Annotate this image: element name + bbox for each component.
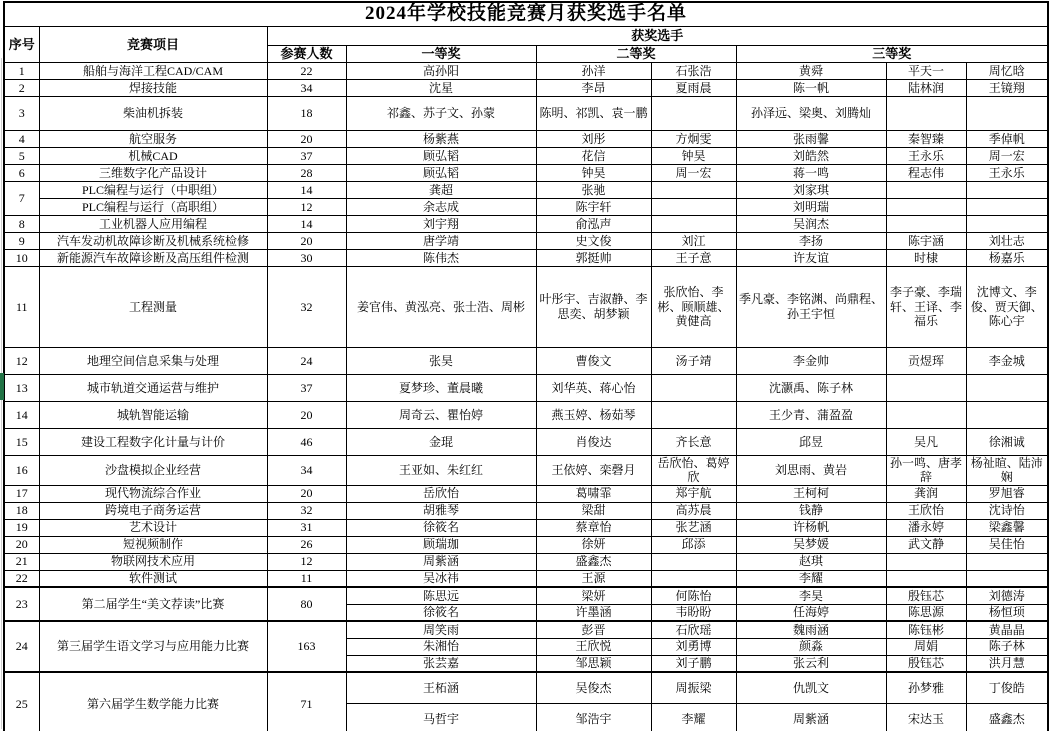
third-prize-cell-3[interactable]: 刘壮志	[966, 232, 1048, 249]
serial-cell[interactable]: 19	[4, 519, 39, 536]
participants-cell[interactable]: 20	[267, 401, 346, 428]
third-prize-cell-1[interactable]: 张云利	[736, 655, 886, 672]
first-prize-cell[interactable]: 周奇云、瞿怡婷	[346, 401, 536, 428]
first-prize-cell[interactable]: 周笑雨	[346, 621, 536, 638]
participants-cell[interactable]: 11	[267, 570, 346, 587]
serial-cell[interactable]: 17	[4, 485, 39, 502]
second-prize-cell-1[interactable]: 史文俊	[536, 232, 651, 249]
second-prize-cell-1[interactable]: 梁甜	[536, 502, 651, 519]
serial-cell[interactable]: 12	[4, 347, 39, 374]
serial-cell[interactable]: 2	[4, 79, 39, 96]
first-prize-cell[interactable]: 胡雅琴	[346, 502, 536, 519]
project-cell[interactable]: 物联网技术应用	[39, 553, 267, 570]
third-prize-cell-2[interactable]: 李子豪、李瑞轩、王译、李福乐	[886, 266, 966, 347]
third-prize-cell-1[interactable]: 魏雨涵	[736, 621, 886, 638]
third-prize-cell-2[interactable]: 殷钰芯	[886, 655, 966, 672]
third-prize-cell-1[interactable]: 刘皓然	[736, 147, 886, 164]
third-prize-cell-2[interactable]: 陈思源	[886, 604, 966, 621]
table-row	[4, 553, 1048, 570]
second-prize-cell-2[interactable]: 邱添	[651, 536, 736, 553]
third-prize-cell-3[interactable]	[966, 374, 1048, 401]
third-prize-cell-3[interactable]: 李金城	[966, 347, 1048, 374]
third-prize-cell-2[interactable]: 吴凡	[886, 428, 966, 455]
first-prize-cell[interactable]: 顾弘韬	[346, 164, 536, 181]
table-row	[4, 455, 1048, 485]
third-prize-cell-2[interactable]: 孙一鸣、唐孝辞	[886, 455, 966, 485]
third-prize-cell-3[interactable]: 沈博文、李俊、贾天御、陈心宇	[966, 266, 1048, 347]
third-prize-cell-2[interactable]: 潘永婷	[886, 519, 966, 536]
table-row	[4, 147, 1048, 164]
table-row	[4, 502, 1048, 519]
third-prize-cell-2[interactable]	[886, 215, 966, 232]
project-cell[interactable]: 跨境电子商务运营	[39, 502, 267, 519]
second-prize-cell-2[interactable]: 韦盼盼	[651, 604, 736, 621]
third-prize-cell-2[interactable]	[886, 570, 966, 587]
third-prize-cell-3[interactable]: 吴佳怡	[966, 536, 1048, 553]
third-prize-cell-3[interactable]: 刘德涛	[966, 587, 1048, 604]
serial-cell[interactable]: 15	[4, 428, 39, 455]
third-prize-cell-3[interactable]: 周一宏	[966, 147, 1048, 164]
second-prize-cell-1[interactable]: 彭晋	[536, 621, 651, 638]
third-prize-cell-1[interactable]: 颜淼	[736, 638, 886, 655]
second-prize-cell-1[interactable]: 盛鑫杰	[536, 553, 651, 570]
serial-cell[interactable]: 24	[4, 621, 39, 672]
third-prize-cell-1[interactable]: 李金帅	[736, 347, 886, 374]
third-prize-cell-1[interactable]: 周紫涵	[736, 703, 886, 731]
third-prize-cell-3[interactable]	[966, 181, 1048, 198]
serial-cell[interactable]: 8	[4, 215, 39, 232]
row-selection-indicator	[0, 373, 4, 400]
table-row	[4, 536, 1048, 553]
project-cell[interactable]: PLC编程与运行（高职组）	[39, 198, 267, 215]
first-prize-cell[interactable]: 岳欣怡	[346, 485, 536, 502]
third-prize-cell-3[interactable]	[966, 198, 1048, 215]
participants-cell[interactable]: 20	[267, 485, 346, 502]
third-prize-cell-3[interactable]: 丁俊皓	[966, 672, 1048, 703]
first-prize-cell[interactable]: 陈伟杰	[346, 249, 536, 266]
second-prize-cell-2[interactable]: 岳欣怡、葛婷欣	[651, 455, 736, 485]
header-project[interactable]: 竞赛项目	[39, 26, 267, 62]
second-prize-cell-1[interactable]: 张驰	[536, 181, 651, 198]
second-prize-cell-2[interactable]	[651, 570, 736, 587]
participants-cell[interactable]: 18	[267, 96, 346, 130]
second-prize-cell-2[interactable]	[651, 215, 736, 232]
first-prize-cell[interactable]: 顾瑞珈	[346, 536, 536, 553]
second-prize-cell-2[interactable]: 周振梁	[651, 672, 736, 703]
third-prize-cell-2[interactable]	[886, 96, 966, 130]
first-prize-cell[interactable]: 张昊	[346, 347, 536, 374]
serial-cell[interactable]: 21	[4, 553, 39, 570]
second-prize-cell-1[interactable]: 葛啸霏	[536, 485, 651, 502]
first-prize-cell[interactable]: 祁鑫、苏子文、孙蒙	[346, 96, 536, 130]
second-prize-cell-2[interactable]: 周一宏	[651, 164, 736, 181]
third-prize-cell-3[interactable]	[966, 553, 1048, 570]
third-prize-cell-2[interactable]: 宋达玉	[886, 703, 966, 731]
project-cell[interactable]: 新能源汽车故障诊断及高压组件检测	[39, 249, 267, 266]
project-cell[interactable]: 沙盘模拟企业经营	[39, 455, 267, 485]
third-prize-cell-1[interactable]: 刘明瑞	[736, 198, 886, 215]
third-prize-cell-1[interactable]: 张雨馨	[736, 130, 886, 147]
project-cell[interactable]: 汽车发动机故障诊断及机械系统检修	[39, 232, 267, 249]
serial-cell[interactable]: 11	[4, 266, 39, 347]
third-prize-cell-3[interactable]: 季倬帆	[966, 130, 1048, 147]
third-prize-cell-3[interactable]: 沈诗怡	[966, 502, 1048, 519]
first-prize-cell[interactable]: 朱湘怡	[346, 638, 536, 655]
third-prize-cell-3[interactable]: 杨祉暄、陆沛娴	[966, 455, 1048, 485]
sheet-title[interactable]: 2024年学校技能竞赛月获奖选手名单	[4, 2, 1048, 26]
second-prize-cell-2[interactable]: 夏雨晨	[651, 79, 736, 96]
table-row	[4, 672, 1048, 703]
second-prize-cell-2[interactable]: 张艺涵	[651, 519, 736, 536]
third-prize-cell-3[interactable]: 杨恒顼	[966, 604, 1048, 621]
first-prize-cell[interactable]: 陈思远	[346, 587, 536, 604]
first-prize-cell[interactable]: 沈星	[346, 79, 536, 96]
participants-cell[interactable]: 20	[267, 130, 346, 147]
participants-cell[interactable]: 31	[267, 519, 346, 536]
first-prize-cell[interactable]: 杨紫燕	[346, 130, 536, 147]
project-cell[interactable]: 艺术设计	[39, 519, 267, 536]
second-prize-cell-2[interactable]: 何陈怡	[651, 587, 736, 604]
participants-cell[interactable]: 24	[267, 347, 346, 374]
third-prize-cell-3[interactable]: 王永乐	[966, 164, 1048, 181]
third-prize-cell-3[interactable]	[966, 215, 1048, 232]
project-cell[interactable]: 城市轨道交通运营与维护	[39, 374, 267, 401]
third-prize-cell-2[interactable]	[886, 198, 966, 215]
third-prize-cell-3[interactable]	[966, 570, 1048, 587]
table-row	[4, 374, 1048, 401]
second-prize-cell-1[interactable]: 钟昊	[536, 164, 651, 181]
second-prize-cell-2[interactable]: 高苏晨	[651, 502, 736, 519]
second-prize-cell-1[interactable]: 蔡章怡	[536, 519, 651, 536]
first-prize-cell[interactable]: 王亚如、朱红红	[346, 455, 536, 485]
third-prize-cell-2[interactable]: 贡煜珲	[886, 347, 966, 374]
table-row	[4, 198, 1048, 215]
table-row	[4, 587, 1048, 604]
table-row	[4, 266, 1048, 347]
first-prize-cell[interactable]: 徐筱名	[346, 519, 536, 536]
project-cell[interactable]: 柴油机拆装	[39, 96, 267, 130]
third-prize-cell-2[interactable]: 周娟	[886, 638, 966, 655]
serial-cell[interactable]: 14	[4, 401, 39, 428]
third-prize-cell-1[interactable]: 王少青、蒲盈盈	[736, 401, 886, 428]
participants-cell[interactable]: 22	[267, 62, 346, 79]
serial-cell[interactable]: 23	[4, 587, 39, 621]
table-row	[4, 62, 1048, 79]
second-prize-cell-1[interactable]: 吴俊杰	[536, 672, 651, 703]
third-prize-cell-2[interactable]: 王永乐	[886, 147, 966, 164]
second-prize-cell-1[interactable]: 李昂	[536, 79, 651, 96]
table-row	[4, 570, 1048, 587]
project-cell[interactable]: 第二届学生“美文荐读”比赛	[39, 587, 267, 621]
third-prize-cell-2[interactable]	[886, 181, 966, 198]
third-prize-cell-3[interactable]: 徐湘诚	[966, 428, 1048, 455]
third-prize-cell-1[interactable]: 邱昱	[736, 428, 886, 455]
third-prize-cell-1[interactable]: 许杨帆	[736, 519, 886, 536]
table-row	[4, 130, 1048, 147]
project-cell[interactable]: 船舶与海洋工程CAD/CAM	[39, 62, 267, 79]
third-prize-cell-2[interactable]: 时棣	[886, 249, 966, 266]
third-prize-cell-1[interactable]: 孙泽远、梁奥、刘腾灿	[736, 96, 886, 130]
third-prize-cell-1[interactable]: 蒋一鸣	[736, 164, 886, 181]
third-prize-cell-1[interactable]: 刘思雨、黄岩	[736, 455, 886, 485]
participants-cell[interactable]: 34	[267, 455, 346, 485]
second-prize-cell-2[interactable]: 齐长意	[651, 428, 736, 455]
third-prize-cell-1[interactable]: 李耀	[736, 570, 886, 587]
second-prize-cell-1[interactable]: 徐妍	[536, 536, 651, 553]
third-prize-cell-1[interactable]: 刘家琪	[736, 181, 886, 198]
third-prize-cell-3[interactable]: 陈子林	[966, 638, 1048, 655]
third-prize-cell-1[interactable]: 李昊	[736, 587, 886, 604]
serial-cell[interactable]: 25	[4, 672, 39, 731]
second-prize-cell-2[interactable]: 刘勇博	[651, 638, 736, 655]
second-prize-cell-1[interactable]: 陈宇轩	[536, 198, 651, 215]
participants-cell[interactable]: 163	[267, 621, 346, 672]
third-prize-cell-1[interactable]: 沈灏禹、陈子林	[736, 374, 886, 401]
second-prize-cell-2[interactable]: 李耀	[651, 703, 736, 731]
second-prize-cell-2[interactable]: 刘子鹏	[651, 655, 736, 672]
participants-cell[interactable]: 14	[267, 215, 346, 232]
third-prize-cell-1[interactable]: 王柯柯	[736, 485, 886, 502]
third-prize-cell-2[interactable]	[886, 374, 966, 401]
second-prize-cell-2[interactable]: 郑宇航	[651, 485, 736, 502]
third-prize-cell-1[interactable]: 李扬	[736, 232, 886, 249]
header-row-1	[4, 26, 1048, 45]
second-prize-cell-2[interactable]	[651, 96, 736, 130]
second-prize-cell-2[interactable]: 钟昊	[651, 147, 736, 164]
table-row	[4, 164, 1048, 181]
participants-cell[interactable]: 12	[267, 198, 346, 215]
third-prize-cell-2[interactable]: 程志伟	[886, 164, 966, 181]
third-prize-cell-3[interactable]: 洪月慧	[966, 655, 1048, 672]
project-cell[interactable]: 地理空间信息采集与处理	[39, 347, 267, 374]
serial-cell[interactable]: 20	[4, 536, 39, 553]
first-prize-cell[interactable]: 金琨	[346, 428, 536, 455]
second-prize-cell-2[interactable]: 王子意	[651, 249, 736, 266]
second-prize-cell-1[interactable]: 邹浩宇	[536, 703, 651, 731]
third-prize-cell-1[interactable]: 许友谊	[736, 249, 886, 266]
second-prize-cell-1[interactable]: 王欣悦	[536, 638, 651, 655]
first-prize-cell[interactable]: 张芸嘉	[346, 655, 536, 672]
third-prize-cell-1[interactable]: 赵琪	[736, 553, 886, 570]
project-cell[interactable]: 机械CAD	[39, 147, 267, 164]
participants-cell[interactable]: 30	[267, 249, 346, 266]
second-prize-cell-2[interactable]	[651, 553, 736, 570]
first-prize-cell[interactable]: 刘宇翔	[346, 215, 536, 232]
third-prize-cell-2[interactable]: 孙梦雅	[886, 672, 966, 703]
third-prize-cell-1[interactable]: 吴润杰	[736, 215, 886, 232]
third-prize-cell-3[interactable]: 杨嘉乐	[966, 249, 1048, 266]
project-cell[interactable]: 工业机器人应用编程	[39, 215, 267, 232]
project-cell[interactable]: 第六届学生数学能力比赛	[39, 672, 267, 731]
participants-cell[interactable]: 26	[267, 536, 346, 553]
second-prize-cell-2[interactable]: 方炯雯	[651, 130, 736, 147]
first-prize-cell[interactable]: 顾弘韬	[346, 147, 536, 164]
participants-cell[interactable]: 46	[267, 428, 346, 455]
third-prize-cell-2[interactable]	[886, 553, 966, 570]
participants-cell[interactable]: 37	[267, 374, 346, 401]
third-prize-cell-3[interactable]: 黄晶晶	[966, 621, 1048, 638]
serial-cell[interactable]: 6	[4, 164, 39, 181]
project-cell[interactable]: 现代物流综合作业	[39, 485, 267, 502]
second-prize-cell-2[interactable]: 石欣瑶	[651, 621, 736, 638]
serial-cell[interactable]: 5	[4, 147, 39, 164]
second-prize-cell-1[interactable]: 刘彤	[536, 130, 651, 147]
header-first-prize[interactable]: 一等奖	[346, 45, 536, 62]
participants-cell[interactable]: 32	[267, 266, 346, 347]
second-prize-cell-1[interactable]: 王源	[536, 570, 651, 587]
serial-cell[interactable]: 10	[4, 249, 39, 266]
participants-cell[interactable]: 14	[267, 181, 346, 198]
table-row	[4, 79, 1048, 96]
third-prize-cell-2[interactable]	[886, 401, 966, 428]
third-prize-cell-1[interactable]: 钱静	[736, 502, 886, 519]
awards-table	[3, 1, 1049, 731]
project-cell[interactable]: 软件测试	[39, 570, 267, 587]
serial-cell[interactable]: 3	[4, 96, 39, 130]
table-row	[4, 428, 1048, 455]
serial-cell[interactable]: 22	[4, 570, 39, 587]
third-prize-cell-3[interactable]	[966, 96, 1048, 130]
project-cell[interactable]: 城轨智能运输	[39, 401, 267, 428]
table-row	[4, 347, 1048, 374]
serial-cell[interactable]: 7	[4, 181, 39, 215]
first-prize-cell[interactable]: 唐学靖	[346, 232, 536, 249]
second-prize-cell-1[interactable]: 邹思颖	[536, 655, 651, 672]
first-prize-cell[interactable]: 吴冰祎	[346, 570, 536, 587]
participants-cell[interactable]: 34	[267, 79, 346, 96]
project-cell[interactable]: PLC编程与运行（中职组）	[39, 181, 267, 198]
second-prize-cell-1[interactable]: 王依婷、栾磬月	[536, 455, 651, 485]
participants-cell[interactable]: 20	[267, 232, 346, 249]
second-prize-cell-1[interactable]: 曹俊文	[536, 347, 651, 374]
second-prize-cell-1[interactable]: 孙洋	[536, 62, 651, 79]
project-cell[interactable]: 建设工程数字化计量与计价	[39, 428, 267, 455]
second-prize-cell-1[interactable]: 肖俊达	[536, 428, 651, 455]
table-row	[4, 621, 1048, 638]
second-prize-cell-1[interactable]: 梁妍	[536, 587, 651, 604]
header-participants[interactable]: 参赛人数	[267, 45, 346, 62]
first-prize-cell[interactable]: 马哲宇	[346, 703, 536, 731]
third-prize-cell-1[interactable]: 吴梦媛	[736, 536, 886, 553]
project-cell[interactable]: 焊接技能	[39, 79, 267, 96]
second-prize-cell-1[interactable]: 叶彤宇、吉淑静、李思奕、胡梦颖	[536, 266, 651, 347]
header-third-prize[interactable]: 三等奖	[736, 45, 1048, 62]
second-prize-cell-2[interactable]: 刘江	[651, 232, 736, 249]
table-row	[4, 519, 1048, 536]
first-prize-cell[interactable]: 龚超	[346, 181, 536, 198]
second-prize-cell-1[interactable]: 花信	[536, 147, 651, 164]
third-prize-cell-3[interactable]: 周忆晗	[966, 62, 1048, 79]
table-row	[4, 181, 1048, 198]
third-prize-cell-1[interactable]: 任海婷	[736, 604, 886, 621]
project-cell[interactable]: 短视频制作	[39, 536, 267, 553]
participants-cell[interactable]: 12	[267, 553, 346, 570]
third-prize-cell-2[interactable]: 武文静	[886, 536, 966, 553]
header-second-prize[interactable]: 二等奖	[536, 45, 736, 62]
second-prize-cell-2[interactable]	[651, 181, 736, 198]
second-prize-cell-1[interactable]: 陈明、祁凯、袁一鹏	[536, 96, 651, 130]
third-prize-cell-3[interactable]: 罗旭睿	[966, 485, 1048, 502]
third-prize-cell-1[interactable]: 季凡豪、李铭渊、尚鼎程、孙王宇恒	[736, 266, 886, 347]
third-prize-cell-2[interactable]: 陈钰彬	[886, 621, 966, 638]
serial-cell[interactable]: 1	[4, 62, 39, 79]
second-prize-cell-1[interactable]: 许墨涵	[536, 604, 651, 621]
second-prize-cell-1[interactable]: 郭挺帅	[536, 249, 651, 266]
second-prize-cell-1[interactable]: 燕玉婷、杨茹琴	[536, 401, 651, 428]
serial-cell[interactable]: 4	[4, 130, 39, 147]
third-prize-cell-3[interactable]	[966, 401, 1048, 428]
first-prize-cell[interactable]: 徐筱名	[346, 604, 536, 621]
participants-cell[interactable]: 37	[267, 147, 346, 164]
second-prize-cell-1[interactable]: 俞泓声	[536, 215, 651, 232]
third-prize-cell-3[interactable]: 王镜翔	[966, 79, 1048, 96]
title-row	[4, 2, 1048, 26]
participants-cell[interactable]: 28	[267, 164, 346, 181]
third-prize-cell-1[interactable]: 仇凯文	[736, 672, 886, 703]
third-prize-cell-2[interactable]: 龚润	[886, 485, 966, 502]
second-prize-cell-2[interactable]	[651, 198, 736, 215]
header-serial[interactable]: 序号	[4, 26, 39, 62]
third-prize-cell-2[interactable]: 平天一	[886, 62, 966, 79]
first-prize-cell[interactable]: 夏梦珍、董晨曦	[346, 374, 536, 401]
second-prize-cell-2[interactable]: 张欣怡、李彬、顾顺雄、黄健高	[651, 266, 736, 347]
third-prize-cell-2[interactable]: 陈宇涵	[886, 232, 966, 249]
table-row	[4, 485, 1048, 502]
serial-cell[interactable]: 9	[4, 232, 39, 249]
project-cell[interactable]: 第三届学生语文学习与应用能力比赛	[39, 621, 267, 672]
first-prize-cell[interactable]: 余志成	[346, 198, 536, 215]
project-cell[interactable]: 工程测量	[39, 266, 267, 347]
project-cell[interactable]: 三维数字化产品设计	[39, 164, 267, 181]
serial-cell[interactable]: 16	[4, 455, 39, 485]
third-prize-cell-2[interactable]: 王欣怡	[886, 502, 966, 519]
serial-cell[interactable]: 13	[4, 374, 39, 401]
third-prize-cell-2[interactable]: 秦智臻	[886, 130, 966, 147]
first-prize-cell[interactable]: 姜官伟、黄泓亮、张士浩、周彬	[346, 266, 536, 347]
third-prize-cell-2[interactable]: 陆林润	[886, 79, 966, 96]
participants-cell[interactable]: 71	[267, 672, 346, 731]
participants-cell[interactable]: 80	[267, 587, 346, 621]
table-row	[4, 215, 1048, 232]
third-prize-cell-3[interactable]: 梁鑫馨	[966, 519, 1048, 536]
table-row	[4, 232, 1048, 249]
table-row	[4, 96, 1048, 130]
second-prize-cell-2[interactable]: 石张浩	[651, 62, 736, 79]
first-prize-cell[interactable]: 王柘涵	[346, 672, 536, 703]
third-prize-cell-2[interactable]: 殷钰芯	[886, 587, 966, 604]
third-prize-cell-3[interactable]: 盛鑫杰	[966, 703, 1048, 731]
participants-cell[interactable]: 32	[267, 502, 346, 519]
second-prize-cell-2[interactable]: 汤子靖	[651, 347, 736, 374]
first-prize-cell[interactable]: 高孙阳	[346, 62, 536, 79]
header-award-winners[interactable]: 获奖选手	[267, 26, 1048, 45]
serial-cell[interactable]: 18	[4, 502, 39, 519]
second-prize-cell-1[interactable]: 刘华英、蒋心怡	[536, 374, 651, 401]
table-row	[4, 401, 1048, 428]
table-row	[4, 249, 1048, 266]
third-prize-cell-1[interactable]: 黄舜	[736, 62, 886, 79]
first-prize-cell[interactable]: 周紫涵	[346, 553, 536, 570]
second-prize-cell-2[interactable]	[651, 374, 736, 401]
second-prize-cell-2[interactable]	[651, 401, 736, 428]
project-cell[interactable]: 航空服务	[39, 130, 267, 147]
third-prize-cell-1[interactable]: 陈一帆	[736, 79, 886, 96]
